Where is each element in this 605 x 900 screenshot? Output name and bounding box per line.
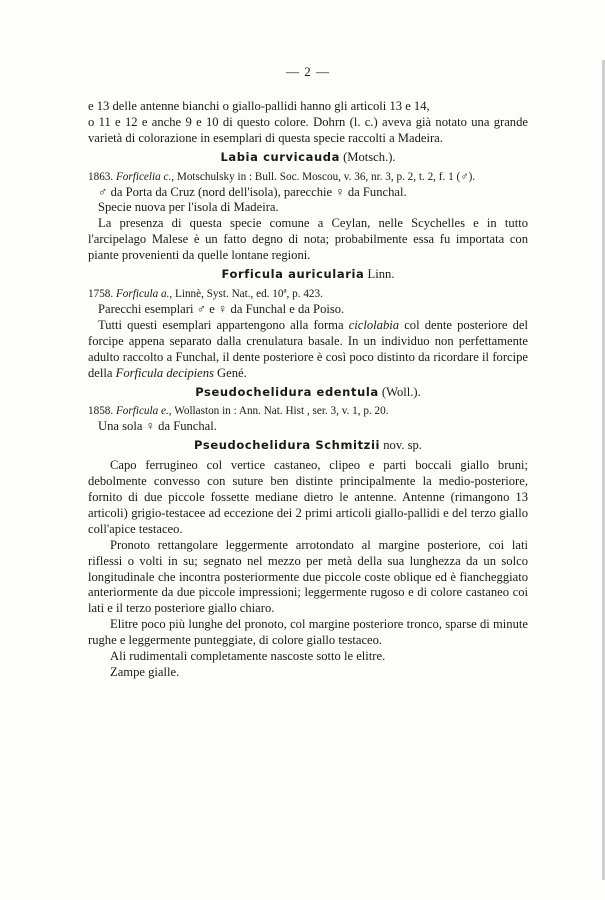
paragraph: Capo ferrugineo col vertice castaneo, clipeo e parti boccali giallo bruni; debolmente convesso con suture ben distinte principalmente la medio-posteriore, fornito di due piccole fossette mediane dietro le antenne. Antenne (rimangono 13 articoli) grigio-testacee ad eccezione dei 2 primi articoli giallo-pallidi e del terzo giallo coll'apice testaceo.: [88, 458, 528, 536]
species-heading-labia: [88, 150, 528, 166]
paragraph: Specie nuova per l'isola di Madeira.: [98, 200, 279, 215]
paragraph: Ali rudimentali completamente nascoste sotto le elitre.: [110, 649, 386, 664]
species-name: Forficula auricularia: [221, 267, 365, 282]
species-name: Pseudochelidura Schmitzii: [194, 438, 381, 453]
reference-line: 1758. Forficula a., Linnè, Syst. Nat., ed. 10ª, p. 423.: [88, 287, 323, 300]
reference-line: 1863. Forficelia c., Motschulsky in : Bull. Soc. Moscou, v. 36, nr. 3, p. 2, t. 2, f. 1 (♂).: [88, 170, 476, 183]
paragraph: Elitre poco più lunghe del pronoto, col margine posteriore tronco, sparse di minute rughe e leggermente punteggiate, di colore giallo testaceo.: [88, 617, 528, 648]
species-name: Labia curvicauda: [220, 149, 340, 164]
paragraph: La presenza di questa specie comune a Ceylan, nelle Scychelles e in tutto l'arcipelago Malese è un fatto degno di nota; probabilmente essa fu importata con piante provenienti da quelle lontane regioni.: [88, 216, 528, 263]
paragraph: Parecchi esemplari ♂ e ♀ da Funchal e da Poiso.: [98, 301, 345, 316]
species-heading-forficula: [88, 267, 528, 283]
paragraph: Zampe gialle.: [110, 665, 180, 679]
species-author: (Motsch.).: [343, 149, 396, 164]
species-author: nov. sp.: [383, 438, 422, 453]
intro-text: o 11 e 12 e anche 9 e 10 di questo colore. Dohrn (l. c.) aveva già notato una grande varietà di colorazione in esemplari di questa specie raccolti a Madeira.: [88, 114, 528, 145]
page-body: [88, 64, 528, 681]
species-heading-pseudochelidura-edentula: [88, 385, 528, 401]
paragraph: Tutti questi esemplari appartengono alla forma ciclolabia col dente posteriore del forcipe appena separato dalla crenulatura basale. In un individuo non perfettamente adulto raccolto a Funchal, il dente posteriore è così poco distinto da ricordare il forcipe della Forficula decipiens Gené.: [88, 317, 528, 380]
paragraph: Pronoto rettangolare leggermente arrotondato al margine posteriore, coi lati riflessi o volti in su; segnato nel mezzo per metà della sua lunghezza da un solco longitudinale che incontra posteriormente due piccole coste oblique ed è fiancheggiato anteriormente da due piccole impressioni; leggermente rugoso e di colore castaneo coi lati e il terzo posteriore giallo chiaro.: [88, 537, 528, 616]
paragraph: Una sola ♀ da Funchal.: [98, 419, 217, 434]
reference-line: 1858. Forficula e., Wollaston in : Ann. Nat. Hist , ser. 3, v. 1, p. 20.: [88, 405, 389, 418]
paragraph: ♂ da Porta da Cruz (nord dell'isola), parecchie ♀ da Funchal.: [98, 184, 407, 199]
intro-line-1: e 13 delle antenne bianchi o giallo-pallidi hanno gli articoli 13 e 14,: [88, 98, 430, 113]
page-number: — 2 —: [286, 64, 330, 79]
species-author: (Woll.).: [381, 384, 421, 399]
species-author: Linn.: [367, 267, 395, 282]
species-name: Pseudochelidura edentula: [195, 384, 379, 399]
species-heading-pseudochelidura-schmitzii: [88, 438, 528, 454]
